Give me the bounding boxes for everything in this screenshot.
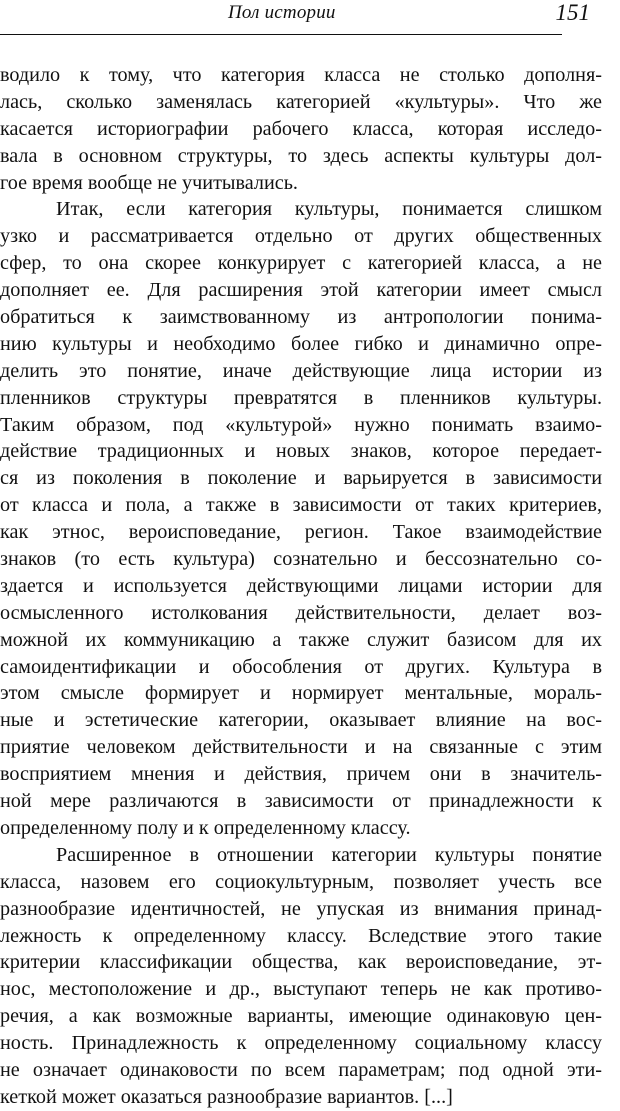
text-line: касается историографии рабочего класса, которая исследо- <box>0 117 602 140</box>
text-line: водило к тому, что категория класса не столько дополня- <box>0 64 602 86</box>
text-line: пленников структуры превратятся в пленников культуры. <box>0 386 602 409</box>
text-line: нос, местоположение и др., выступают теперь не как противо- <box>0 978 602 1001</box>
text-line: Таким образом, под «культурой» нужно понимать взаимо- <box>0 413 602 436</box>
text-line: лась, сколько заменялась категорией «культуры». Что же <box>0 90 602 113</box>
text-line: как этнос, вероисповедание, регион. Такое взаимодействие <box>0 521 602 544</box>
text-line: ность. Принадлежность к определенному социальному классу <box>0 1032 602 1055</box>
text-line: класса, назовем его социокультурным, позволяет учесть все <box>0 870 602 893</box>
text-line: определенному полу и к определенному классу. <box>0 816 411 839</box>
page-number: 151 <box>555 0 590 25</box>
running-title: Пол истории <box>228 2 336 23</box>
text-line: этом смысле формирует и нормирует ментальные, мораль- <box>0 682 602 705</box>
text-line: вала в основном структуры, то здесь аспекты культуры дол- <box>0 144 602 167</box>
text-line: делить это понятие, иначе действующие лица истории из <box>0 359 602 382</box>
text-line: самоидентификации и обособления от других. Культура в <box>0 655 602 678</box>
text-line: восприятием мнения и действия, причем они в значитель- <box>0 763 602 786</box>
text-line: Итак, если категория культуры, понимается слишком <box>56 198 602 221</box>
text-line: нию культуры и необходимо более гибко и динамично опре- <box>0 332 602 355</box>
text-line: гое время вообще не учитывались. <box>0 171 298 194</box>
text-line: ся из поколения в поколение и варьируется в зависимости <box>0 467 602 490</box>
text-line: можной их коммуникацию а также служит базисом для их <box>0 628 602 651</box>
text-line: узко и рассматривается отдельно от других общественных <box>0 225 602 248</box>
text-line: кеткой может оказаться разнообразие вариантов. [...] <box>0 1085 453 1108</box>
text-line: Расширенное в отношении категории культуры понятие <box>56 843 602 866</box>
text-line: знаков (то есть культура) сознательно и бессознательно со- <box>0 548 602 571</box>
text-line: сфер, то она скорее конкурирует с категорией класса, а не <box>0 252 602 275</box>
text-line: ные и эстетические категории, оказывает влияние на вос- <box>0 709 602 732</box>
text-line: действие традиционных и новых знаков, которое передает- <box>0 440 602 463</box>
body-text <box>0 62 602 1111</box>
text-line: здается и используется действующими лицами истории для <box>0 574 602 597</box>
header-rule <box>0 34 562 35</box>
text-line: обратиться к заимствованному из антропологии понима- <box>0 306 602 329</box>
running-header <box>0 0 620 40</box>
text-line: от класса и пола, а также в зависимости от таких критериев, <box>0 494 602 517</box>
text-line: ной мере различаются в зависимости от принадлежности к <box>0 790 602 813</box>
text-line: не означает одинаковости по всем параметрам; под одной эти- <box>0 1058 602 1081</box>
text-line: лежность к определенному классу. Вследствие этого такие <box>0 924 602 947</box>
text-line: разнообразие идентичностей, не упуская из внимания принад- <box>0 897 602 920</box>
text-line: речия, а как возможные варианты, имеющие одинаковую цен- <box>0 1005 602 1028</box>
text-line: дополняет ее. Для расширения этой категории имеет смысл <box>0 279 602 302</box>
text-line: приятие человеком действительности и на связанные с этим <box>0 736 602 759</box>
text-line: критерии классификации общества, как вероисповедание, эт- <box>0 951 602 974</box>
text-line: осмысленного истолкования действительности, делает воз- <box>0 601 602 624</box>
